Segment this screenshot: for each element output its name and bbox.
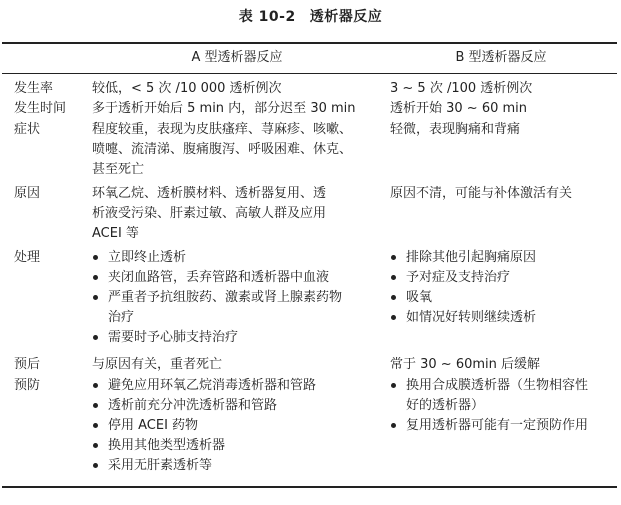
- list-item-text: 严重者予抗组胺药、激素或肾上腺素药物: [108, 290, 343, 305]
- list-item-text: 排除其他引起胸痛原因: [406, 250, 537, 265]
- list-item-text: 换用其他类型透析器: [108, 438, 226, 453]
- list-item: [92, 328, 382, 348]
- list-item: [390, 308, 615, 328]
- list-item: [92, 288, 382, 308]
- bullet-icon: [390, 416, 406, 436]
- cell-cause-a: [92, 184, 382, 244]
- list-item: [390, 376, 615, 396]
- row-label-prevention: 预防: [14, 378, 41, 393]
- cell-prognosis-a: 与原因有关，重者死亡: [92, 357, 223, 372]
- text-line: 环氧乙烷、透析膜材料、透析器复用、透: [92, 186, 327, 201]
- row-label-incidence: 发生率: [14, 81, 54, 96]
- list-item: [390, 416, 615, 436]
- column-header-a: A 型透析器反应: [191, 50, 283, 65]
- cell-symptoms-a: [92, 120, 382, 180]
- list-item-text: 复用透析器可能有一定预防作用: [406, 418, 589, 433]
- row-label-treatment: 处理: [14, 250, 41, 265]
- list-item-continuation: 好的透析器）: [406, 398, 485, 413]
- bullet-icon: [390, 376, 406, 396]
- list-item: [92, 436, 382, 456]
- cell-cause-b: 原因不清，可能与补体激活有关: [390, 186, 573, 201]
- cell-incidence-b: 3 ~ 5 次 /100 透析例次: [390, 81, 533, 96]
- list-item: [92, 268, 382, 288]
- bullet-icon: [92, 456, 108, 476]
- header-rule: [2, 73, 617, 74]
- cell-treatment-b: [390, 248, 615, 328]
- cell-onset-b: 透析开始 30 ~ 60 min: [390, 101, 528, 116]
- bullet-icon: [92, 376, 108, 396]
- list-item-continuation: 治疗: [108, 310, 135, 325]
- list-item-text: 换用合成膜透析器（生物相容性: [406, 378, 589, 393]
- list-item-text: 透析前充分冲洗透析器和管路: [108, 398, 278, 413]
- list-item-text: 如情况好转则继续透析: [406, 310, 537, 325]
- list-item-text: 予对症及支持治疗: [406, 270, 511, 285]
- bullet-icon: [92, 396, 108, 416]
- bullet-icon: [390, 288, 406, 308]
- row-label-onset: 发生时间: [14, 101, 67, 116]
- text-line: 程度较重，表现为皮肤瘙痒、荨麻疹、咳嗽、: [92, 122, 353, 137]
- cell-prognosis-b: 常于 30 ~ 60min 后缓解: [390, 357, 541, 372]
- table-title-text: 透析器反应: [309, 9, 383, 25]
- row-label-cause: 原因: [14, 186, 41, 201]
- list-item-text: 避免应用环氧乙烷消毒透析器和管路: [108, 378, 317, 393]
- cell-onset-a: 多于透析开始后 5 min 内，部分迟至 30 min: [92, 101, 356, 116]
- text-line: ACEI 等: [92, 226, 139, 241]
- list-item: [390, 268, 615, 288]
- bullet-icon: [390, 308, 406, 328]
- bullet-icon: [92, 416, 108, 436]
- bullet-icon: [92, 248, 108, 268]
- table-number: 表 10-2: [238, 9, 296, 25]
- cell-prevention-b: [390, 376, 615, 436]
- list-item-text: 立即终止透析: [108, 250, 187, 265]
- list-item: [390, 248, 615, 268]
- cell-treatment-a: [92, 248, 382, 348]
- list-item-text: 吸氧: [406, 290, 433, 305]
- bullet-icon: [92, 288, 108, 308]
- list-item-text: 需要时予心肺支持治疗: [108, 330, 239, 345]
- list-item: [92, 376, 382, 396]
- list-item: [92, 456, 382, 476]
- row-label-prognosis: 预后: [14, 357, 41, 372]
- bullet-icon: [92, 268, 108, 288]
- bullet-icon: [390, 268, 406, 288]
- list-item: [390, 288, 615, 308]
- column-header-b: B 型透析器反应: [455, 50, 547, 65]
- text-line: 喷嚏、流清涕、腹痛腹泻、呼吸困难、休克、: [92, 142, 353, 157]
- cell-incidence-a: 较低，< 5 次 /10 000 透析例次: [92, 81, 282, 96]
- text-line: 析液受污染、肝素过敏、高敏人群及应用: [92, 206, 327, 221]
- bullet-icon: [92, 436, 108, 456]
- row-label-symptoms: 症状: [14, 122, 41, 137]
- top-rule: [2, 42, 617, 44]
- list-item-text: 停用 ACEI 药物: [108, 418, 199, 433]
- table-title: [0, 8, 621, 26]
- list-item: [92, 416, 382, 436]
- bottom-rule: [2, 486, 617, 488]
- list-item: [92, 248, 382, 268]
- text-line: 甚至死亡: [92, 162, 145, 177]
- list-item-text: 采用无肝素透析等: [108, 458, 213, 473]
- list-item-text: 夹闭血路管，丢弃管路和透析器中血液: [108, 270, 330, 285]
- cell-symptoms-b: 轻微，表现胸痛和背痛: [390, 122, 521, 137]
- list-item: [92, 396, 382, 416]
- bullet-icon: [390, 248, 406, 268]
- cell-prevention-a: [92, 376, 382, 476]
- bullet-icon: [92, 328, 108, 348]
